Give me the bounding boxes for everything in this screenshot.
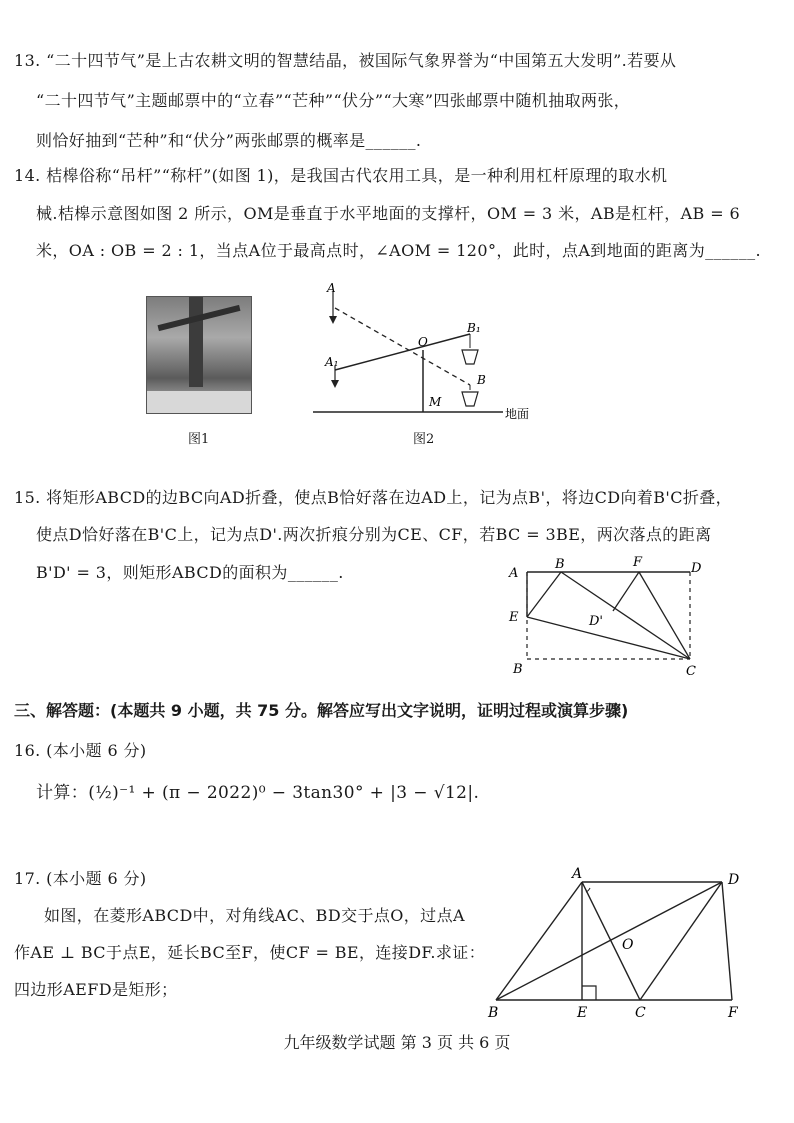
label-b: B <box>477 373 486 387</box>
page-footer: 九年级数学试题 第 3 页 共 6 页 <box>283 1033 511 1052</box>
label-o: O <box>622 937 634 953</box>
side-dc <box>640 882 722 1000</box>
label-e: E <box>509 610 519 625</box>
label-f: F <box>633 555 643 570</box>
lever-ab-dashed <box>335 308 470 385</box>
label-b: B <box>488 1005 499 1021</box>
q14-line2: 械.桔槔示意图如图 2 所示，OM是垂直于水平地面的支撑杆，OM = 3 米，AB是杠杆，AB = 6 <box>36 204 741 223</box>
q16-header: 16. (本小题 6 分) <box>14 741 147 760</box>
label-a: A <box>327 281 336 295</box>
lever-a1b1 <box>335 334 470 370</box>
arrow-a <box>329 316 337 324</box>
segment-fd1 <box>613 572 639 611</box>
label-b1: B₁ <box>467 321 481 335</box>
crease-cf <box>639 572 690 659</box>
q13-line3: 则恰好抽到“芒种”和“伏分”两张邮票的概率是______. <box>36 131 422 150</box>
label-c: C <box>635 1005 646 1021</box>
bucket-b1 <box>462 350 478 364</box>
label-b-prime: B <box>555 557 565 572</box>
label-a: A <box>509 566 519 581</box>
section-heading: 三、解答题：(本题共 9 小题，共 75 分。解答应写出文字说明，证明过程或演算步骤) <box>14 701 629 720</box>
side-ab <box>496 882 582 1000</box>
segment-eb1 <box>527 572 561 617</box>
q17-line3: 四边形AEFD是矩形； <box>14 980 178 999</box>
diagonal-bd <box>496 882 722 1000</box>
q17-rhombus-figure <box>482 862 752 1024</box>
q17-header: 17. (本小题 6 分) <box>14 869 147 888</box>
q13-line2: “二十四节气”主题邮票中的“立春”“芒种”“伏分”“大寒”四张邮票中随机抽取两张， <box>36 91 631 110</box>
label-m: M <box>429 395 442 409</box>
label-a1: A₁ <box>325 355 339 369</box>
fig1-caption: 图1 <box>188 432 210 447</box>
q17-line2: 作AE ⊥ BC于点E，延长BC至F，使CF = BE，连接DF.求证： <box>14 943 486 962</box>
fig2-caption: 图2 <box>413 432 435 447</box>
label-b: B <box>513 662 523 677</box>
well-sweep-diagram <box>305 280 550 420</box>
q16-expression: 计算：(½)⁻¹ + (π − 2022)⁰ − 3tan30° + |3 − √12|. <box>36 783 480 803</box>
photo-post <box>189 297 203 387</box>
q15-line2: 使点D恰好落在B'C上，记为点D'.两次折痕分别为CE、CF，若BC = 3BE，两次落点的距离 <box>36 525 712 544</box>
label-o: O <box>418 335 428 349</box>
label-c: C <box>686 664 696 679</box>
segment-b1c <box>561 572 690 659</box>
label-d: D <box>691 561 702 576</box>
q14-line1: 14. 桔槔俗称“吊杆”“称杆”(如图 1)，是我国古代农用工具，是一种利用杠杆原理的取水机 <box>14 166 668 185</box>
label-f: F <box>728 1005 738 1021</box>
label-ground: 地面 <box>505 407 530 420</box>
q14-line3: 米，OA : OB = 2 : 1，当点A位于最高点时，∠AOM = 120°，此时，点A到地面的距离为______. <box>36 241 761 260</box>
q17-line1: 如图，在菱形ABCD中，对角线AC、BD交于点O，过点A <box>44 906 465 925</box>
q15-line1: 15. 将矩形ABCD的边BC向AD折叠，使点B恰好落在边AD上，记为点B'，将边CD向着B'C折叠， <box>14 488 733 507</box>
arrow-a1 <box>331 380 339 388</box>
segment-df <box>722 882 732 1000</box>
label-e: E <box>577 1005 588 1021</box>
q13-line1: 13. “二十四节气”是上古农耕文明的智慧结晶，被国际气象界誉为“中国第五大发明”.若要从 <box>14 51 677 70</box>
right-angle-mark <box>582 986 596 1000</box>
label-a: A <box>572 866 583 882</box>
q15-rectangle-figure <box>505 555 720 680</box>
label-d: D <box>728 872 740 888</box>
crease-ce <box>527 617 690 659</box>
q15-line3: B'D' = 3，则矩形ABCD的面积为______. <box>36 563 344 582</box>
label-d-prime: D' <box>589 614 603 629</box>
photo-ground <box>147 391 251 413</box>
well-sweep-photo <box>146 296 252 414</box>
bucket-b <box>462 392 478 406</box>
